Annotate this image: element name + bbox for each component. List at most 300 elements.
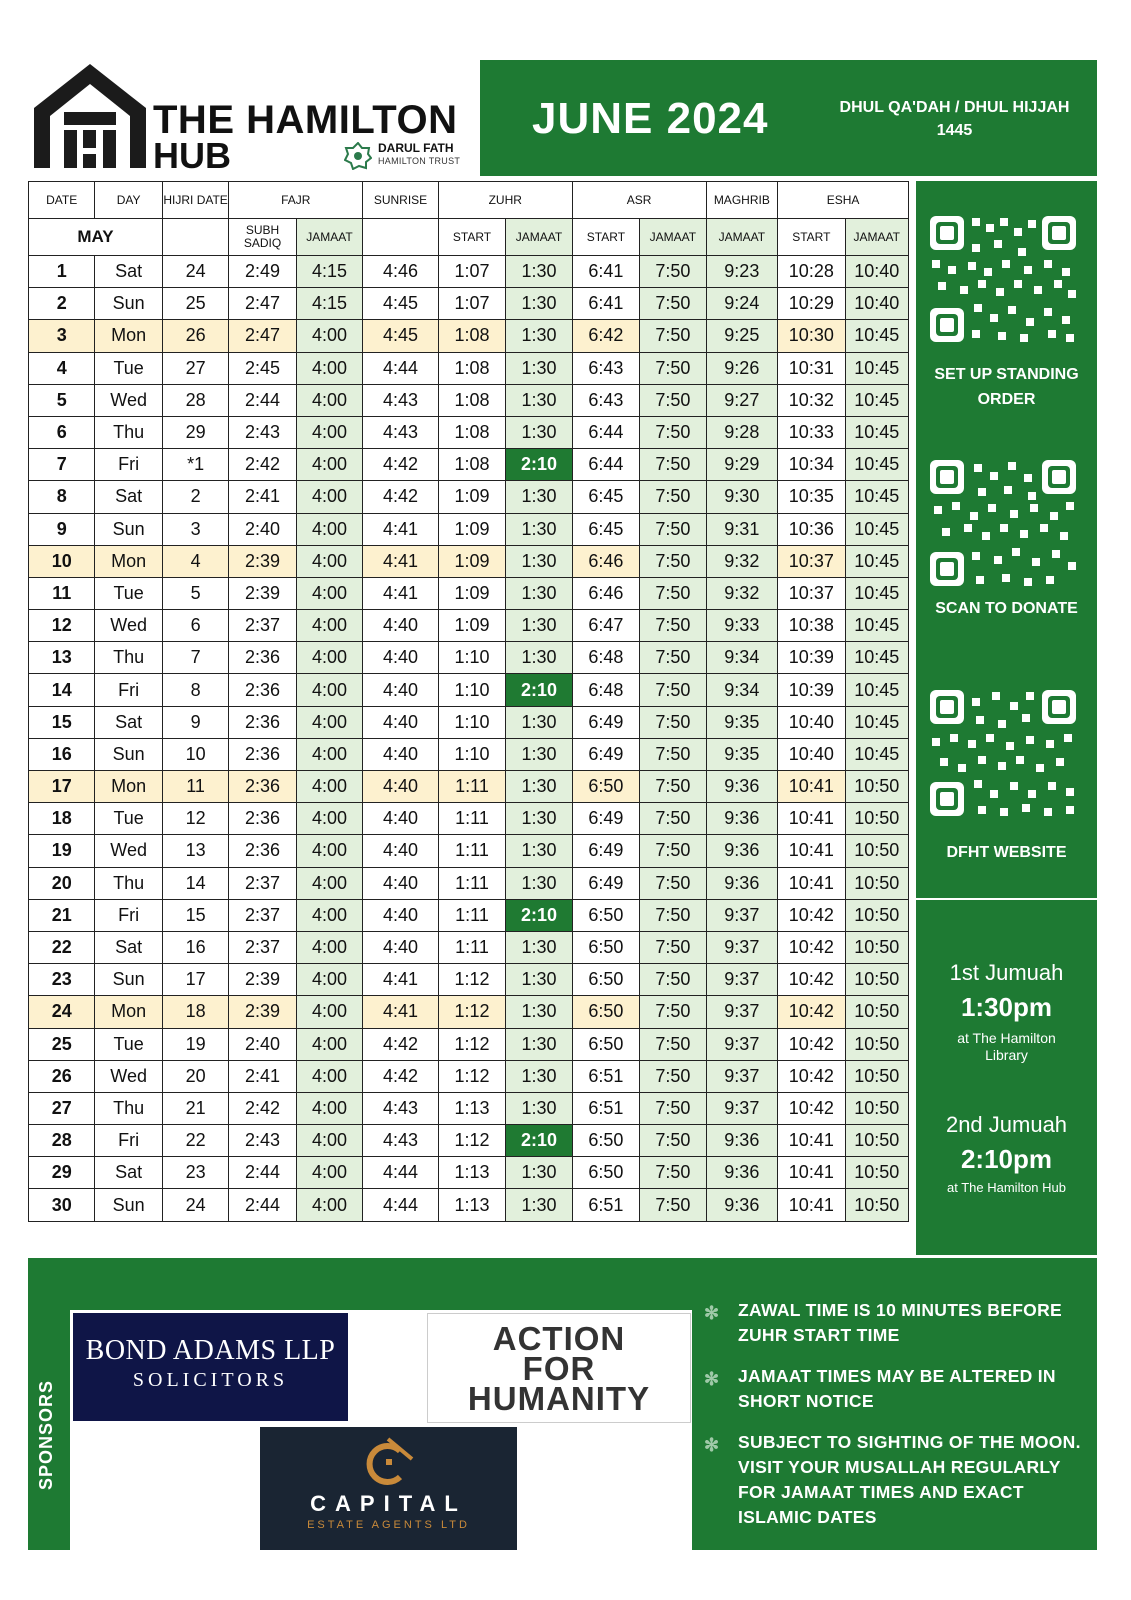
asr-jamaat-cell: 7:50 <box>640 899 706 931</box>
esha-jamaat-cell: 10:50 <box>845 931 908 963</box>
notes-list <box>694 1298 1089 1546</box>
header-esha-start: START <box>778 219 845 256</box>
fajr-jamaat-cell: 4:00 <box>296 1060 362 1092</box>
sunrise-cell: 4:41 <box>363 577 439 609</box>
esha-jamaat-cell: 10:45 <box>845 610 908 642</box>
fajr-jamaat-cell: 4:00 <box>296 899 362 931</box>
table-row <box>29 996 909 1028</box>
fajr-jamaat-cell: 4:00 <box>296 610 362 642</box>
sunrise-cell: 4:42 <box>363 1060 439 1092</box>
asr-jamaat-cell: 7:50 <box>640 931 706 963</box>
zuhr-start-cell: 1:11 <box>438 867 505 899</box>
hijri-date-cell: 3 <box>162 513 228 545</box>
qr-website-icon[interactable] <box>928 688 1078 818</box>
hijri-date-cell: 29 <box>162 416 228 448</box>
month-label: MAY <box>29 219 163 256</box>
note-item <box>694 1430 1089 1530</box>
zuhr-start-cell: 1:12 <box>438 996 505 1028</box>
table-row <box>29 964 909 996</box>
fajr-jamaat-cell: 4:00 <box>296 1028 362 1060</box>
maghrib-jamaat-cell: 9:37 <box>706 1092 778 1124</box>
day-cell: Thu <box>95 1092 162 1124</box>
day-cell: Sat <box>95 256 162 288</box>
sunrise-cell: 4:42 <box>363 481 439 513</box>
maghrib-jamaat-cell: 9:37 <box>706 1060 778 1092</box>
fajr-subh-sadiq-cell: 2:39 <box>229 964 296 996</box>
table-row <box>29 320 909 352</box>
fajr-subh-sadiq-cell: 2:43 <box>229 1125 296 1157</box>
esha-jamaat-cell: 10:45 <box>845 384 908 416</box>
zuhr-jamaat-cell: 1:30 <box>506 320 572 352</box>
sunrise-cell: 4:44 <box>363 1189 439 1221</box>
date-cell: 26 <box>29 1060 95 1092</box>
hijri-month-names: DHUL QA'DAH / DHUL HIJJAH <box>839 99 1070 116</box>
fajr-subh-sadiq-cell: 2:37 <box>229 931 296 963</box>
qr-standing-order-label: SET UP STANDING ORDER <box>934 366 1079 408</box>
fajr-jamaat-cell: 4:00 <box>296 964 362 996</box>
afh-line2: FOR <box>522 1350 596 1387</box>
hijri-date-cell: 24 <box>162 1189 228 1221</box>
table-row <box>29 706 909 738</box>
esha-start-cell: 10:41 <box>778 771 845 803</box>
zuhr-start-cell: 1:13 <box>438 1157 505 1189</box>
asr-jamaat-cell: 7:50 <box>640 577 706 609</box>
sunrise-cell: 4:41 <box>363 996 439 1028</box>
table-row <box>29 803 909 835</box>
house-logo-icon <box>30 60 150 172</box>
fajr-jamaat-cell: 4:00 <box>296 416 362 448</box>
esha-jamaat-cell: 10:50 <box>845 899 908 931</box>
fajr-jamaat-cell: 4:00 <box>296 481 362 513</box>
zuhr-jamaat-cell: 1:30 <box>506 256 572 288</box>
asr-start-cell: 6:50 <box>572 1125 639 1157</box>
asr-jamaat-cell: 7:50 <box>640 674 706 706</box>
fajr-subh-sadiq-cell: 2:40 <box>229 513 296 545</box>
zuhr-start-cell: 1:07 <box>438 288 505 320</box>
zuhr-jamaat-cell: 1:30 <box>506 352 572 384</box>
zuhr-start-cell: 1:11 <box>438 771 505 803</box>
asr-start-cell: 6:51 <box>572 1189 639 1221</box>
capital-sub: ESTATE AGENTS LTD <box>307 1519 470 1531</box>
asr-jamaat-cell: 7:50 <box>640 964 706 996</box>
asr-start-cell: 6:51 <box>572 1060 639 1092</box>
zuhr-jamaat-cell: 1:30 <box>506 931 572 963</box>
hijri-date-cell: 12 <box>162 803 228 835</box>
jumuah1-time: 1:30pm <box>960 992 1053 1022</box>
date-cell: 5 <box>29 384 95 416</box>
day-cell: Fri <box>95 449 162 481</box>
zuhr-start-cell: 1:12 <box>438 1060 505 1092</box>
esha-start-cell: 10:42 <box>778 1060 845 1092</box>
partner-subtitle: HAMILTON TRUST <box>378 156 461 166</box>
qr-standing-order-icon[interactable] <box>928 214 1078 344</box>
maghrib-jamaat-cell: 9:28 <box>706 416 778 448</box>
hijri-date-cell: 16 <box>162 931 228 963</box>
fajr-jamaat-cell: 4:00 <box>296 996 362 1028</box>
fajr-jamaat-cell: 4:00 <box>296 352 362 384</box>
esha-start-cell: 10:42 <box>778 1092 845 1124</box>
gear-icon: ✻ <box>704 1369 720 1389</box>
zuhr-start-cell: 1:08 <box>438 384 505 416</box>
date-cell: 23 <box>29 964 95 996</box>
maghrib-jamaat-cell: 9:36 <box>706 867 778 899</box>
esha-jamaat-cell: 10:45 <box>845 352 908 384</box>
esha-start-cell: 10:35 <box>778 481 845 513</box>
fajr-subh-sadiq-cell: 2:36 <box>229 642 296 674</box>
date-cell: 27 <box>29 1092 95 1124</box>
asr-jamaat-cell: 7:50 <box>640 384 706 416</box>
fajr-jamaat-cell: 4:00 <box>296 577 362 609</box>
sunrise-cell: 4:44 <box>363 1157 439 1189</box>
esha-jamaat-cell: 10:50 <box>845 1028 908 1060</box>
fajr-subh-sadiq-cell: 2:36 <box>229 835 296 867</box>
asr-start-cell: 6:48 <box>572 642 639 674</box>
fajr-jamaat-cell: 4:00 <box>296 1092 362 1124</box>
header-zuhr-start: START <box>438 219 505 256</box>
sunrise-cell: 4:40 <box>363 642 439 674</box>
zuhr-jamaat-cell: 1:30 <box>506 996 572 1028</box>
date-cell: 22 <box>29 931 95 963</box>
esha-start-cell: 10:33 <box>778 416 845 448</box>
table-row <box>29 288 909 320</box>
zuhr-start-cell: 1:11 <box>438 803 505 835</box>
hijri-date-cell: 20 <box>162 1060 228 1092</box>
date-cell: 9 <box>29 513 95 545</box>
asr-start-cell: 6:43 <box>572 352 639 384</box>
brand-subtitle: HUB <box>153 135 231 176</box>
darul-fath-logo-icon <box>344 142 372 170</box>
asr-start-cell: 6:45 <box>572 481 639 513</box>
asr-jamaat-cell: 7:50 <box>640 1189 706 1221</box>
table-row <box>29 674 909 706</box>
fajr-jamaat-cell: 4:00 <box>296 642 362 674</box>
date-cell: 2 <box>29 288 95 320</box>
date-cell: 21 <box>29 899 95 931</box>
maghrib-jamaat-cell: 9:35 <box>706 706 778 738</box>
header-maghrib: MAGHRIB <box>706 182 778 219</box>
capital-house-icon <box>360 1435 416 1485</box>
maghrib-jamaat-cell: 9:36 <box>706 835 778 867</box>
zuhr-jamaat-cell: 1:30 <box>506 1028 572 1060</box>
asr-start-cell: 6:50 <box>572 1157 639 1189</box>
zuhr-jamaat-cell: 1:30 <box>506 867 572 899</box>
maghrib-jamaat-cell: 9:37 <box>706 899 778 931</box>
asr-start-cell: 6:42 <box>572 320 639 352</box>
zuhr-start-cell: 1:10 <box>438 706 505 738</box>
fajr-jamaat-cell: 4:15 <box>296 256 362 288</box>
asr-jamaat-cell: 7:50 <box>640 288 706 320</box>
esha-jamaat-cell: 10:45 <box>845 320 908 352</box>
asr-jamaat-cell: 7:50 <box>640 642 706 674</box>
day-cell: Mon <box>95 545 162 577</box>
table-row <box>29 1189 909 1221</box>
note-text: SUBJECT TO SIGHTING OF THE MOON. VISIT YOUR MUSALLAH REGULARLY FOR JAMAAT TIMES AND EXACT ISLAMIC DATES <box>738 1432 1081 1527</box>
fajr-subh-sadiq-cell: 2:47 <box>229 320 296 352</box>
asr-start-cell: 6:49 <box>572 835 639 867</box>
esha-start-cell: 10:39 <box>778 674 845 706</box>
maghrib-jamaat-cell: 9:34 <box>706 642 778 674</box>
hijri-date-cell: 14 <box>162 867 228 899</box>
zuhr-jamaat-cell: 1:30 <box>506 513 572 545</box>
hijri-date-cell: 2 <box>162 481 228 513</box>
maghrib-jamaat-cell: 9:34 <box>706 674 778 706</box>
asr-start-cell: 6:47 <box>572 610 639 642</box>
asr-start-cell: 6:50 <box>572 931 639 963</box>
sponsor-action-for-humanity[interactable] <box>427 1313 691 1423</box>
sponsor-capital[interactable] <box>260 1427 517 1550</box>
esha-jamaat-cell: 10:45 <box>845 481 908 513</box>
partner-name: DARUL FATH <box>378 141 454 155</box>
table-row <box>29 545 909 577</box>
zuhr-start-cell: 1:12 <box>438 964 505 996</box>
table-row <box>29 449 909 481</box>
asr-start-cell: 6:49 <box>572 803 639 835</box>
day-cell: Thu <box>95 416 162 448</box>
asr-jamaat-cell: 7:50 <box>640 771 706 803</box>
esha-jamaat-cell: 10:40 <box>845 288 908 320</box>
zuhr-start-cell: 1:08 <box>438 416 505 448</box>
zuhr-jamaat-cell: 1:30 <box>506 288 572 320</box>
asr-start-cell: 6:49 <box>572 738 639 770</box>
asr-jamaat-cell: 7:50 <box>640 1157 706 1189</box>
day-cell: Tue <box>95 1028 162 1060</box>
table-row <box>29 1092 909 1124</box>
asr-start-cell: 6:46 <box>572 577 639 609</box>
gear-icon: ✻ <box>704 1303 720 1323</box>
zuhr-jamaat-cell: 1:30 <box>506 545 572 577</box>
sunrise-cell: 4:43 <box>363 1125 439 1157</box>
date-cell: 7 <box>29 449 95 481</box>
esha-jamaat-cell: 10:50 <box>845 1189 908 1221</box>
zuhr-start-cell: 1:12 <box>438 1028 505 1060</box>
sunrise-cell: 4:46 <box>363 256 439 288</box>
zuhr-start-cell: 1:12 <box>438 1125 505 1157</box>
esha-jamaat-cell: 10:50 <box>845 1125 908 1157</box>
fajr-subh-sadiq-cell: 2:47 <box>229 288 296 320</box>
zuhr-jamaat-cell: 1:30 <box>506 964 572 996</box>
zuhr-start-cell: 1:09 <box>438 577 505 609</box>
day-cell: Sat <box>95 931 162 963</box>
header-date: DATE <box>29 182 95 219</box>
day-cell: Sun <box>95 738 162 770</box>
sponsors-label: SPONSORS <box>36 1379 56 1490</box>
asr-jamaat-cell: 7:50 <box>640 1125 706 1157</box>
asr-jamaat-cell: 7:50 <box>640 610 706 642</box>
day-cell: Thu <box>95 642 162 674</box>
fajr-jamaat-cell: 4:15 <box>296 288 362 320</box>
day-cell: Mon <box>95 320 162 352</box>
sunrise-cell: 4:43 <box>363 384 439 416</box>
asr-jamaat-cell: 7:50 <box>640 416 706 448</box>
date-cell: 16 <box>29 738 95 770</box>
day-cell: Fri <box>95 899 162 931</box>
hijri-date-cell: 15 <box>162 899 228 931</box>
jumuah-panel <box>916 900 1097 1255</box>
asr-start-cell: 6:49 <box>572 706 639 738</box>
day-cell: Wed <box>95 610 162 642</box>
day-cell: Sun <box>95 513 162 545</box>
qr-donate-icon[interactable] <box>928 458 1078 588</box>
day-cell: Fri <box>95 1125 162 1157</box>
hijri-date-cell: 11 <box>162 771 228 803</box>
asr-jamaat-cell: 7:50 <box>640 1060 706 1092</box>
fajr-subh-sadiq-cell: 2:36 <box>229 706 296 738</box>
esha-jamaat-cell: 10:50 <box>845 996 908 1028</box>
fajr-jamaat-cell: 4:00 <box>296 513 362 545</box>
date-cell: 28 <box>29 1125 95 1157</box>
sponsor-bond-adams[interactable] <box>73 1313 348 1421</box>
date-cell: 30 <box>29 1189 95 1221</box>
maghrib-jamaat-cell: 9:31 <box>706 513 778 545</box>
esha-jamaat-cell: 10:50 <box>845 1060 908 1092</box>
zuhr-jamaat-cell: 1:30 <box>506 706 572 738</box>
maghrib-jamaat-cell: 9:29 <box>706 449 778 481</box>
fajr-subh-sadiq-cell: 2:37 <box>229 610 296 642</box>
day-cell: Thu <box>95 867 162 899</box>
zuhr-jamaat-cell: 1:30 <box>506 1157 572 1189</box>
day-cell: Sun <box>95 288 162 320</box>
asr-jamaat-cell: 7:50 <box>640 513 706 545</box>
maghrib-jamaat-cell: 9:37 <box>706 996 778 1028</box>
maghrib-jamaat-cell: 9:25 <box>706 320 778 352</box>
esha-start-cell: 10:42 <box>778 996 845 1028</box>
zuhr-jamaat-cell: 1:30 <box>506 481 572 513</box>
date-cell: 6 <box>29 416 95 448</box>
sunrise-cell: 4:41 <box>363 513 439 545</box>
fajr-jamaat-cell: 4:00 <box>296 738 362 770</box>
fajr-jamaat-cell: 4:00 <box>296 1157 362 1189</box>
sunrise-cell: 4:40 <box>363 867 439 899</box>
day-cell: Sun <box>95 964 162 996</box>
zuhr-start-cell: 1:10 <box>438 738 505 770</box>
esha-start-cell: 10:36 <box>778 513 845 545</box>
sunrise-cell: 4:40 <box>363 803 439 835</box>
sunrise-cell: 4:40 <box>363 899 439 931</box>
maghrib-jamaat-cell: 9:37 <box>706 931 778 963</box>
table-row <box>29 642 909 674</box>
table-row <box>29 610 909 642</box>
sunrise-cell: 4:42 <box>363 449 439 481</box>
asr-start-cell: 6:44 <box>572 449 639 481</box>
maghrib-jamaat-cell: 9:30 <box>706 481 778 513</box>
table-row <box>29 352 909 384</box>
jumuah2-title: 2nd Jumuah <box>945 1112 1068 1137</box>
fajr-jamaat-cell: 4:00 <box>296 803 362 835</box>
esha-jamaat-cell: 10:45 <box>845 577 908 609</box>
date-cell: 20 <box>29 867 95 899</box>
header-esha: ESHA <box>778 182 909 219</box>
sunrise-cell: 4:40 <box>363 706 439 738</box>
date-cell: 19 <box>29 835 95 867</box>
afh-line1: ACTION <box>492 1320 626 1357</box>
bond-sub: SOLICITORS <box>132 1369 289 1391</box>
day-cell: Sun <box>95 1189 162 1221</box>
esha-start-cell: 10:37 <box>778 577 845 609</box>
fajr-jamaat-cell: 4:00 <box>296 867 362 899</box>
date-cell: 10 <box>29 545 95 577</box>
asr-jamaat-cell: 7:50 <box>640 835 706 867</box>
timetable-body <box>29 256 909 1222</box>
hijri-date-cell: 27 <box>162 352 228 384</box>
date-cell: 11 <box>29 577 95 609</box>
header-fajr-jamaat: JAMAAT <box>296 219 362 256</box>
zuhr-start-cell: 1:11 <box>438 899 505 931</box>
esha-start-cell: 10:41 <box>778 835 845 867</box>
asr-jamaat-cell: 7:50 <box>640 706 706 738</box>
asr-jamaat-cell: 7:50 <box>640 481 706 513</box>
table-row <box>29 1028 909 1060</box>
day-cell: Tue <box>95 803 162 835</box>
hijri-date-cell: 17 <box>162 964 228 996</box>
afh-line3: HUMANITY <box>467 1380 651 1417</box>
asr-start-cell: 6:50 <box>572 1028 639 1060</box>
esha-jamaat-cell: 10:45 <box>845 738 908 770</box>
hijri-date-cell: 22 <box>162 1125 228 1157</box>
fajr-subh-sadiq-cell: 2:45 <box>229 352 296 384</box>
asr-start-cell: 6:46 <box>572 545 639 577</box>
fajr-jamaat-cell: 4:00 <box>296 320 362 352</box>
fajr-subh-sadiq-cell: 2:44 <box>229 1157 296 1189</box>
esha-start-cell: 10:42 <box>778 899 845 931</box>
esha-start-cell: 10:31 <box>778 352 845 384</box>
jumuah1-title: 1st Jumuah <box>949 960 1064 985</box>
zuhr-start-cell: 1:09 <box>438 481 505 513</box>
hijri-date-cell: 28 <box>162 384 228 416</box>
fajr-jamaat-cell: 4:00 <box>296 545 362 577</box>
table-row <box>29 931 909 963</box>
zuhr-start-cell: 1:08 <box>438 449 505 481</box>
esha-start-cell: 10:29 <box>778 288 845 320</box>
date-cell: 17 <box>29 771 95 803</box>
zuhr-jamaat-cell: 2:10 <box>506 1125 572 1157</box>
table-row <box>29 384 909 416</box>
fajr-subh-sadiq-cell: 2:39 <box>229 577 296 609</box>
esha-start-cell: 10:28 <box>778 256 845 288</box>
hijri-months <box>822 96 1087 142</box>
date-cell: 4 <box>29 352 95 384</box>
asr-start-cell: 6:50 <box>572 996 639 1028</box>
fajr-jamaat-cell: 4:00 <box>296 835 362 867</box>
table-row <box>29 867 909 899</box>
zuhr-start-cell: 1:11 <box>438 835 505 867</box>
esha-jamaat-cell: 10:50 <box>845 771 908 803</box>
zuhr-jamaat-cell: 1:30 <box>506 738 572 770</box>
esha-jamaat-cell: 10:40 <box>845 256 908 288</box>
asr-jamaat-cell: 7:50 <box>640 803 706 835</box>
zuhr-start-cell: 1:08 <box>438 352 505 384</box>
capital-name: CAPITAL <box>310 1491 467 1516</box>
qr-donate-label: SCAN TO DONATE <box>935 600 1078 617</box>
zuhr-jamaat-cell: 1:30 <box>506 384 572 416</box>
sunrise-cell: 4:42 <box>363 1028 439 1060</box>
maghrib-jamaat-cell: 9:27 <box>706 384 778 416</box>
day-cell: Tue <box>95 577 162 609</box>
zuhr-jamaat-cell: 1:30 <box>506 1060 572 1092</box>
hijri-year: 1445 <box>936 122 973 139</box>
day-cell: Tue <box>95 352 162 384</box>
day-cell: Mon <box>95 996 162 1028</box>
sunrise-cell: 4:43 <box>363 416 439 448</box>
fajr-subh-sadiq-cell: 2:41 <box>229 481 296 513</box>
esha-jamaat-cell: 10:45 <box>845 513 908 545</box>
zuhr-jamaat-cell: 1:30 <box>506 771 572 803</box>
esha-jamaat-cell: 10:50 <box>845 1157 908 1189</box>
sunrise-cell: 4:40 <box>363 674 439 706</box>
fajr-subh-sadiq-cell: 2:44 <box>229 1189 296 1221</box>
hijri-date-cell: 8 <box>162 674 228 706</box>
maghrib-jamaat-cell: 9:36 <box>706 1189 778 1221</box>
hijri-date-cell: 5 <box>162 577 228 609</box>
